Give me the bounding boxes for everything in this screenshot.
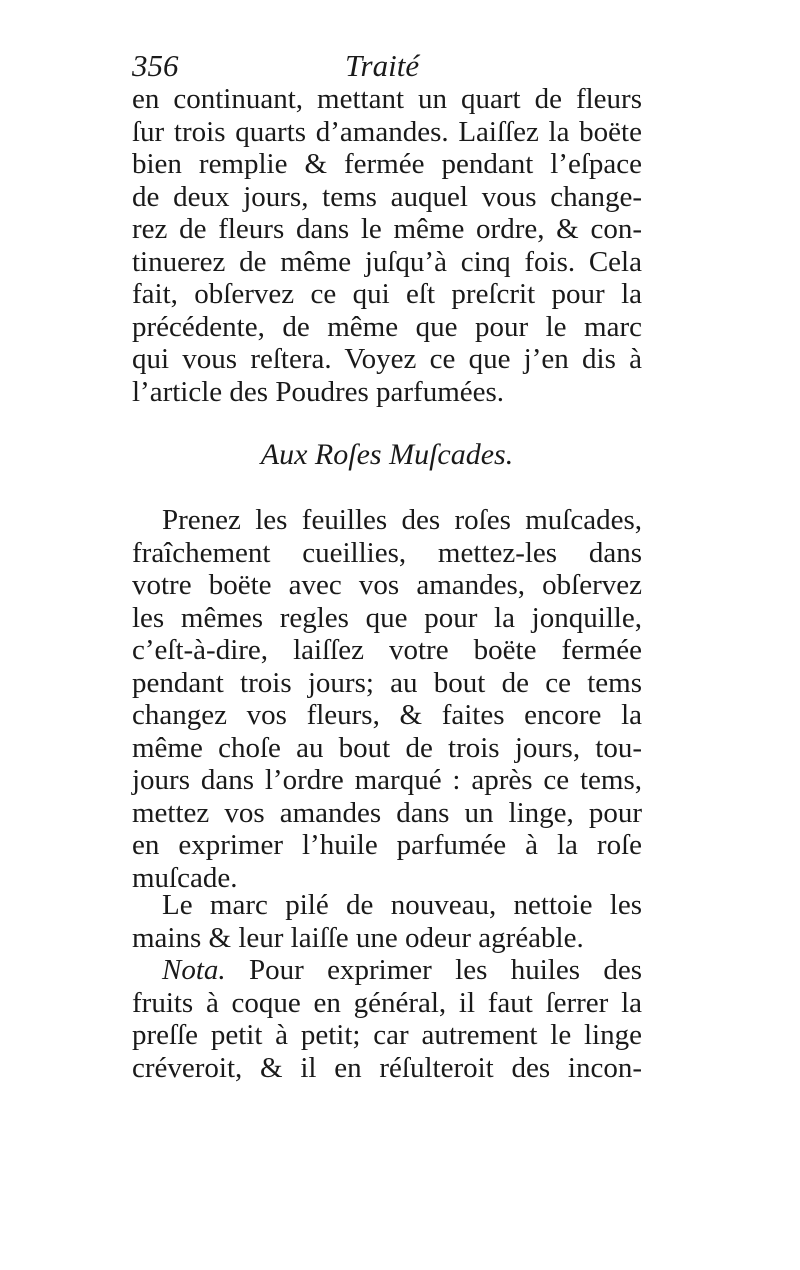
text-line: fait, obſervez ce qui eſt preſcrit pour la [132, 278, 642, 310]
text-line: l’article des Poudres parfumées. [132, 375, 505, 408]
text-line: mains & leur laiſſe une odeur agréable. [132, 921, 584, 954]
text-line: tinuerez de même juſqu’à cinq fois. Cela [132, 245, 642, 278]
text-line: bien remplie & fermée pendant l’eſpace [132, 148, 642, 180]
text-line: les mêmes regles que pour la jonquille, [132, 601, 642, 634]
paragraph-continued [132, 83, 642, 408]
text-line: créveroit, & il en réſulteroit des incon- [132, 1051, 642, 1084]
text-line: votre boëte avec vos amandes, obſervez [132, 569, 642, 601]
text-line: précédente, de même que pour le marc [132, 310, 642, 343]
text-line: changez vos fleurs, & faites encore la [132, 699, 642, 731]
text-line: Prenez les feuilles des roſes muſcades, [162, 504, 642, 536]
paragraph-roses [132, 504, 642, 894]
page-number: 356 [132, 48, 179, 83]
text-line: même choſe au bout de trois jours, tou- [132, 731, 642, 764]
nota-line-rest: Pour exprimer les huiles des [225, 954, 642, 986]
text-line: rez de fleurs dans le même ordre, & con- [132, 213, 642, 245]
text-line: en exprimer l’huile parfumée à la roſe [132, 829, 642, 861]
nota-first-line [132, 954, 642, 987]
text-line: c’eſt-à-dire, laiſſez votre boëte fermée [132, 634, 642, 666]
text-line: fruits à coque en général, il faut ſerrer la [132, 986, 642, 1019]
paragraph-marc-and-nota [132, 889, 642, 1084]
text-line: preſſe petit à petit; car autrement le linge [132, 1019, 642, 1051]
text-line: Le marc pilé de nouveau, nettoie les [162, 889, 642, 921]
text-line: muſcade. [132, 861, 238, 894]
text-line: de deux jours, tems auquel vous change- [132, 180, 642, 213]
text-line: pendant trois jours; au bout de ce tems [132, 666, 642, 699]
text-line: jours dans l’ordre marqué : après ce tems, [132, 764, 642, 796]
text-line: qui vous reſtera. Voyez ce que j’en dis à [132, 343, 642, 375]
text-line: en continuant, mettant un quart de fleurs [132, 83, 642, 115]
text-line: ſur trois quarts d’amandes. Laiſſez la boëte [132, 115, 642, 148]
nota-label: Nota. [162, 954, 226, 986]
section-title: Aux Roſes Muſcades. [260, 438, 514, 471]
text-line: mettez vos amandes dans un linge, pour [132, 796, 642, 829]
text-line: fraîchement cueillies, mettez-les dans [132, 536, 642, 569]
running-head: Traité [345, 48, 420, 83]
page-header [132, 48, 642, 88]
